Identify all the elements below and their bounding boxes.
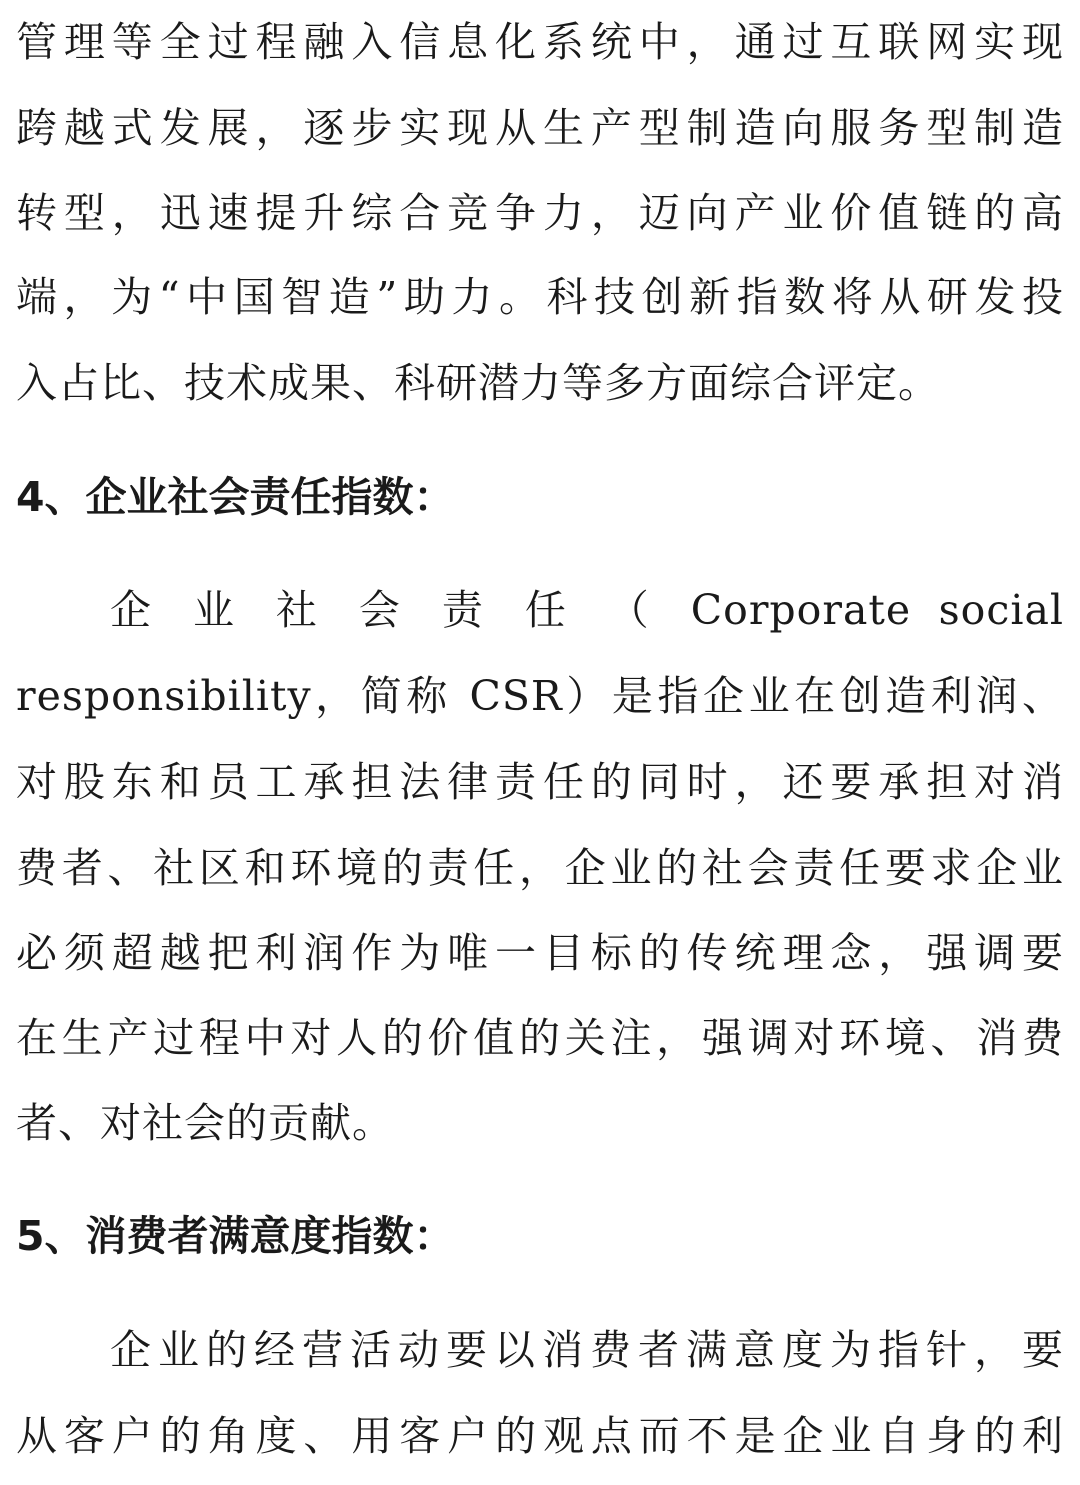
- section-5-line-2: 从客户的角度、用客户的观点而不是企业自身的利: [16, 1412, 1064, 1460]
- section-5-heading: 5、消费者满意度指数：: [16, 1212, 455, 1260]
- section-4-line-1: 企 业 社 会 责 任 （ Corporate social: [110, 586, 1064, 634]
- intro-line-4: 端，为“中国智造”助力。科技创新指数将从研发投: [16, 273, 1064, 321]
- section-4-line-7: 者、对社会的贡献。: [16, 1099, 394, 1147]
- section-4-line-2: responsibility，简称 CSR）是指企业在创造利润、: [16, 672, 1064, 720]
- section-4-line-6: 在生产过程中对人的价值的关注，强调对环境、消费: [16, 1014, 1064, 1062]
- intro-line-5: 入占比、技术成果、科研潜力等多方面综合评定。: [16, 359, 940, 407]
- intro-line-2: 跨越式发展，逐步实现从生产型制造向服务型制造: [16, 104, 1064, 152]
- section-4-line-3: 对股东和员工承担法律责任的同时，还要承担对消: [16, 758, 1064, 806]
- section-4-line-4: 费者、社区和环境的责任，企业的社会责任要求企业: [16, 844, 1064, 892]
- section-4-line-5: 必须超越把利润作为唯一目标的传统理念，强调要: [16, 929, 1064, 977]
- intro-line-1: 管理等全过程融入信息化系统中，通过互联网实现: [16, 18, 1064, 66]
- section-4-heading: 4、企业社会责任指数：: [16, 473, 455, 521]
- intro-line-3: 转型，迅速提升综合竞争力，迈向产业价值链的高: [16, 189, 1064, 237]
- section-5-line-1: 企业的经营活动要以消费者满意度为指针，要: [110, 1326, 1064, 1374]
